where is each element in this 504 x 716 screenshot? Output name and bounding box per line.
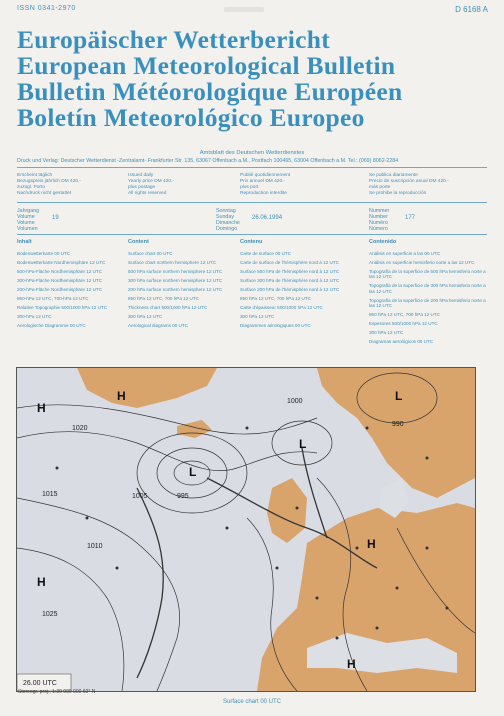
contents-item: Topografía de la superficie de 500 hPa hemisferio norte a las 12 UTC (369, 268, 486, 279)
high-pressure-center: H (37, 575, 46, 589)
station-plot (426, 547, 429, 550)
isobar-label: 1010 (87, 543, 103, 550)
contents-item: 300-hPa-Fläche Nordhemisphäre 12 UTC (17, 277, 103, 283)
high-pressure-center: H (367, 537, 376, 551)
high-pressure-center: H (347, 657, 356, 671)
volume-labels (17, 208, 39, 232)
map-caption: Surface chart 00 UTC (222, 699, 282, 705)
day-labels (216, 208, 240, 232)
day-label: Dimanche (216, 220, 240, 226)
number-label: Number (369, 214, 388, 220)
price-block-es (369, 173, 449, 197)
number-label: Numéro (369, 220, 388, 226)
contents-heading: Inhalt (17, 239, 32, 245)
contents-heading: Contenido (369, 239, 397, 245)
number-label: Nummer (369, 208, 390, 214)
contents-es (369, 240, 489, 348)
title-french: Bulletin Météorologique Européen (17, 77, 403, 106)
price-block-de (17, 173, 81, 197)
low-pressure-center: L (189, 465, 197, 479)
contents-item: Topografía de la superficie de 200 hPa hemisferio norte a las 12 UTC (369, 297, 486, 308)
number-label: Número (369, 226, 388, 232)
contents-item: Surface chart northern hemisphere 12 UTC (128, 259, 217, 265)
station-plot (296, 507, 299, 510)
volume-value: 19 (52, 215, 59, 221)
contents-item: 200 hPa surface northern hemisphere 12 UTC (128, 286, 223, 292)
contents-item: Surface 200 hPa de l'hémisphère nord à 12 UTC (240, 286, 340, 292)
issn-number: ISSN 0341-2970 (17, 5, 76, 12)
front-line (137, 488, 163, 678)
isobar-line (17, 405, 317, 434)
station-plot (316, 597, 319, 600)
price-line: Se prohibe la reproducción (369, 191, 427, 196)
isobar-label: 1020 (72, 425, 88, 432)
number-labels (369, 208, 389, 232)
contents-item: Diagramas aerológicos 00 UTC (369, 339, 434, 344)
contents-item: 850 hPa 12 UTC, 700 hPa 12 UTC (369, 312, 440, 317)
day-label: Sunday (216, 214, 234, 220)
price-block-en (128, 173, 174, 197)
amtsblatt-line: Amtsblatt des Deutschen Wetterdienstes (199, 150, 305, 156)
station-plot (226, 527, 229, 530)
contents-item: 500 hPa surface northern hemisphere 12 UTC (128, 268, 223, 274)
price-line: Issued daily (128, 173, 154, 178)
contents-item: Topografía de la superficie de 300 hPa hemisferio norte a las 12 UTC (369, 283, 486, 294)
station-plot (116, 567, 119, 570)
contents-item: 300 hPa 12 UTC (128, 313, 163, 319)
stamp-mark (224, 7, 264, 12)
station-plot (366, 427, 369, 430)
land-greenland (77, 368, 217, 408)
price-block-fr (240, 173, 290, 197)
price-line: más porte (369, 185, 391, 190)
title-german: Europäischer Wetterbericht (17, 25, 331, 54)
issue-number: 177 (405, 215, 416, 221)
contents-de (17, 240, 107, 332)
volume-label: Volume (17, 214, 35, 220)
land-british-isles (267, 478, 307, 543)
contents-item: Análisis en superficie hemisferio norte a las 12 UTC (369, 259, 475, 265)
low-pressure-center: L (395, 389, 403, 403)
contents-item: 300 hPa 12 UTC (240, 313, 275, 319)
contents-item: Bodenwetterkarte 00 UTC (17, 250, 71, 256)
valid-time-label: 26.00 UTC (23, 680, 57, 687)
price-line: Publié quotidiennement (240, 173, 291, 178)
contents-item: 300 hPa 12 UTC (369, 330, 404, 335)
station-plot (376, 627, 379, 630)
contents-item: 850 hPa 12 UTC, 700 hPa 12 UTC (240, 295, 311, 301)
contents-en (128, 240, 222, 332)
price-line: Reproduction interdite (240, 191, 287, 196)
price-line: Yearly price DM 420.- (128, 179, 174, 184)
contents-item: Análisis en superficie a las 00 UTC (369, 250, 441, 256)
high-pressure-center: H (117, 389, 126, 403)
contents-item: Surface 500 hPa de l'hémisphère nord à 12 UTC (240, 268, 340, 274)
price-line: Prix annuel DM 420.- (240, 179, 286, 184)
price-line: zuzügl. Porto (17, 185, 45, 190)
day-label: Sonntag (216, 208, 236, 214)
divider-info (17, 234, 487, 235)
land-scandinavia (317, 368, 475, 498)
high-pressure-center: H (37, 401, 46, 415)
price-line: plus postage (128, 185, 156, 190)
contents-item: Aerological diagrams 00 UTC (128, 322, 188, 328)
station-plot (356, 547, 359, 550)
isobar-line (17, 548, 124, 691)
contents-item: Diagrammes aérologiques 00 UTC (240, 322, 311, 328)
isobar-line (17, 498, 180, 691)
isobar-label: 1015 (42, 491, 58, 498)
contents-heading: Content (128, 239, 149, 245)
contents-item: Carte de surface 00 UTC (240, 250, 292, 256)
station-plot (336, 637, 339, 640)
volume-label: Volume (17, 220, 35, 226)
contents-item: Carte d'épaisseur 500/1000 hPa 12 UTC (240, 304, 323, 310)
price-line: Precio de suscripción anual DM 420.- (369, 179, 449, 184)
price-line: Se publica diariamente (369, 173, 418, 178)
front-line (302, 448, 327, 538)
station-plot (86, 517, 89, 520)
contents-item: Relative Topographie 500/1000 hPa 12 UTC (17, 304, 108, 310)
contents-item: 500-hPa-Fläche Nordhemisphäre 12 UTC (17, 268, 103, 274)
station-plot (246, 427, 249, 430)
divider-top (17, 167, 487, 168)
issue-date: 26.06.1994 (252, 215, 283, 221)
station-plot (276, 567, 279, 570)
projection-note: Stereogr. proj., 1:30 000 000 60° N (18, 689, 96, 695)
isobar-label: 1025 (42, 611, 58, 618)
contents-item: 200-hPa-Fläche Nordhemisphäre 12 UTC (17, 286, 103, 292)
isobar-label: 1005 (132, 493, 148, 500)
station-plot (426, 457, 429, 460)
title-english: European Meteorological Bulletin (17, 51, 396, 80)
price-line: Erscheint täglich (17, 173, 53, 178)
price-line: plus port (240, 185, 259, 190)
contents-item: 300-hPa 12 UTC (17, 313, 52, 319)
contents-item: Thickness chart 500/1000 hPa 12 UTC (128, 304, 208, 310)
price-line: Nachdruck nicht gestattet (17, 191, 72, 196)
publisher-line: Druck und Verlag: Deutscher Wetterdienst -Zentralamt- Frankfurter Str. 135, 63067 Offenbach a.M., Postfach 100465, 63004 Offenbach a.M. Tel.: (069) 8062-2284 (17, 158, 399, 164)
volume-label: Jahrgang (17, 208, 40, 214)
station-plot (56, 467, 59, 470)
station-plot (396, 587, 399, 590)
land-iceland (177, 420, 212, 438)
contents-item: Carte de surface de l'hémisphère nord à 12 UTC (240, 259, 339, 265)
contents-item: Aerologische Diagramme 00 UTC (17, 322, 86, 328)
isobar-label: 1000 (287, 398, 303, 405)
contents-item: Bodenwetterkarte Nordhemisphäre 12 UTC (17, 259, 106, 265)
contents-item: Espesores 500/1000 hPa 12 UTC (369, 321, 438, 326)
divider-prices (17, 202, 487, 203)
contents-item: 300 hPa surface northern hemisphere 12 UTC (128, 277, 223, 283)
price-line: Bezugspreis jährlich DM 420.- (17, 179, 81, 184)
contents-item: 850-hPa 12 UTC, 700-hPa 12 UTC (17, 295, 89, 301)
contents-item: Surface 300 hPa de l'hémisphère nord à 12 UTC (240, 277, 340, 283)
day-label: Domingo (216, 226, 238, 232)
title-spanish: Boletín Meteorológico Europeo (17, 103, 365, 132)
contents-item: Surface chart 00 UTC (128, 250, 173, 256)
contents-item: 850 hPa 12 UTC, 700 hPa 12 UTC (128, 295, 199, 301)
surface-chart-map (16, 367, 476, 692)
price-line: All rights reserved (128, 191, 167, 196)
volume-label: Volumen (17, 226, 38, 232)
title-block (17, 27, 487, 131)
contents-heading: Contenu (240, 239, 263, 245)
low-pressure-center: L (299, 437, 307, 451)
contents-fr (240, 240, 339, 332)
station-plot (446, 607, 449, 610)
map-canvas (17, 368, 475, 691)
document-code: D 6168 A (455, 5, 488, 14)
isobar-label: 995 (177, 493, 189, 500)
isobar-label: 990 (392, 421, 404, 428)
